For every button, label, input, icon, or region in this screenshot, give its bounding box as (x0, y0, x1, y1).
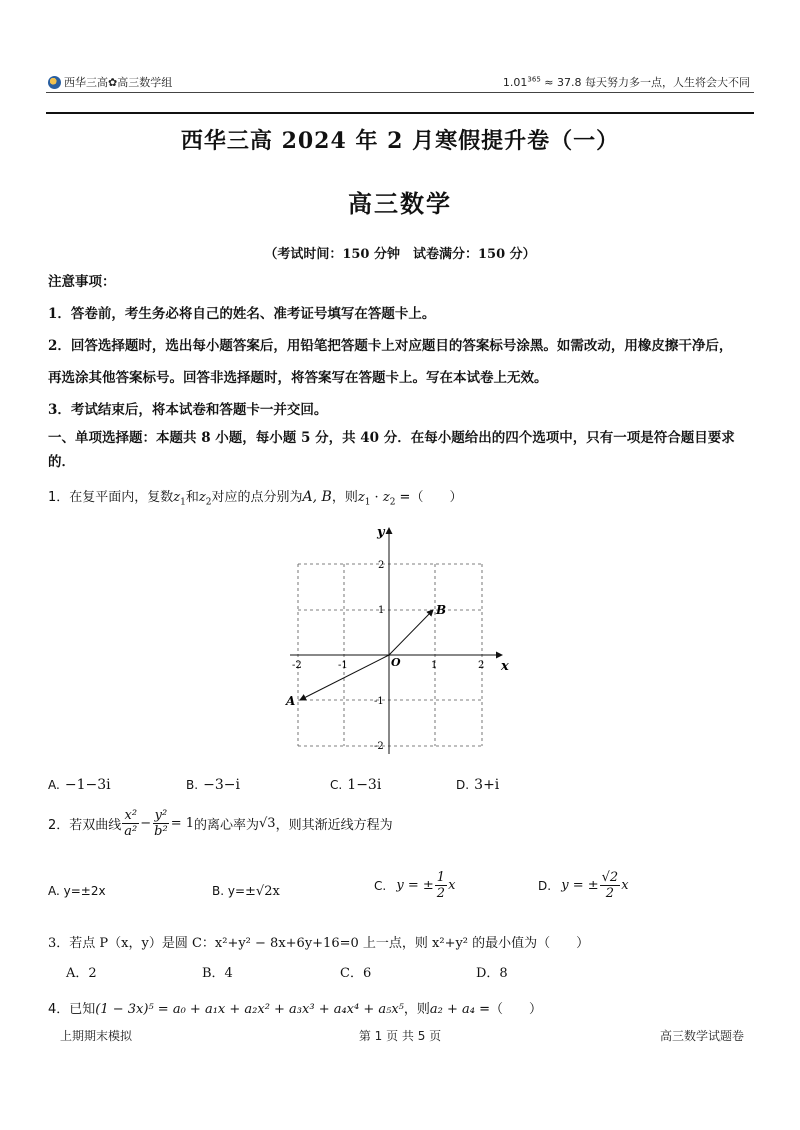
q2-option-b: B. y=±√2x (212, 884, 280, 899)
x-tick-label: -1 (338, 660, 348, 671)
q1-option-d: D. 3+i (456, 777, 500, 793)
q3-option-b: B．4 (202, 966, 233, 981)
vector-ob (389, 610, 433, 655)
exam-info: （考试时间：150 分钟 试卷满分：150 分） (264, 247, 536, 262)
page-number: 第 1 页 共 5 页 (358, 1029, 442, 1043)
page-subtitle: 高三数学 (348, 189, 452, 218)
x-axis-label: x (501, 659, 509, 674)
q3-option-d: D．8 (476, 966, 508, 981)
q2-option-a: A. y=±2x (48, 884, 106, 898)
q1-option-b: B. −3−i (186, 777, 240, 793)
notice-item-2-line1: 2．回答选择题时，选出每小题答案后，用铅笔把答题卡上对应题目的答案标号涂黑。如需改动，用橡皮擦干净后， (48, 338, 733, 354)
y-tick-label: -1 (374, 696, 384, 707)
q3-option-a: A．2 (66, 966, 97, 981)
question-1: 1．在复平面内，复数$z_1$和$z_2$对应的点分别为A, B，则$z_1 \cdot z_2$ =（ ） (48, 489, 463, 508)
point-b-label: B (436, 603, 447, 617)
header-rule (46, 92, 754, 93)
question-4: 4．已知(1 − 3x)⁵ = a₀ + a₁x + a₂x² + a₃x³ + a₄x⁴ + a₅x⁵，则a₂ + a₄ =（ ） (48, 1002, 543, 1017)
q2-option-c: C. y = ± $\frac{1}{2}$ x (374, 870, 456, 901)
x-tick-label: 2 (478, 660, 485, 671)
section-1-line1: 一、单项选择题：本题共 8 小题，每小题 5 分，共 40 分．在每小题给出的四个选项中，只有一项是符合题目要求 (48, 430, 735, 446)
q3-option-c: C．6 (340, 966, 372, 981)
header-right: $1.01^{365} \approx 37.8$ 每天努力多一点，人生将会大不同 (502, 75, 750, 89)
q1-option-a: A. −1−3i (48, 777, 111, 793)
origin-label: O (391, 656, 401, 669)
footer-left: 上期期末模拟 (60, 1029, 133, 1043)
notice-item-2-line2: 再选涂其他答案标号。回答非选择题时，将答案写在答题卡上。写在本试卷上无效。 (48, 370, 548, 386)
header-left (48, 74, 172, 90)
question-2: 2．若双曲线 $\frac{\text{x²}}{\text{a²}}$ − $\frac{\text{y²}}{\text{b²}}$ = 1 的离心率为 √3 ，则其渐近线方程为 (48, 808, 393, 839)
section-1-line2: 的． (48, 454, 75, 470)
page-title: 西华三高 2024 年 2 月寒假提升卷（一） (180, 128, 620, 154)
y-tick-label: -2 (374, 741, 384, 752)
y-axis-label: y (377, 525, 385, 540)
question-3: 3．若点 P（x，y）是圆 C：x²+y² − 8x+6y+16=0 上一点，则 x²+y² 的最小值为（ ） (48, 936, 590, 951)
x-tick-label: -2 (292, 660, 302, 671)
y-tick-label: 2 (378, 560, 385, 571)
q1-option-c: C. 1−3i (330, 777, 382, 793)
title-rule (46, 112, 754, 114)
point-a-label: A (286, 694, 296, 708)
school-logo-icon (48, 76, 61, 89)
footer-right: 高三数学试题卷 (659, 1029, 744, 1043)
header-left-text: 西华三高✿高三数学组 (64, 76, 173, 89)
y-tick-label: 1 (378, 605, 385, 616)
notice-heading: 注意事项： (48, 274, 116, 290)
notice-item-1: 1．答卷前，考生务必将自己的姓名、准考证号填写在答题卡上。 (48, 306, 436, 322)
complex-plane-figure (280, 518, 520, 758)
x-tick-label: 1 (431, 660, 438, 671)
notice-item-3: 3．考试结束后，将本试卷和答题卡一并交回。 (48, 402, 328, 418)
q2-option-d: D. y = ± $\frac{√2}{2}$ x (538, 870, 629, 901)
